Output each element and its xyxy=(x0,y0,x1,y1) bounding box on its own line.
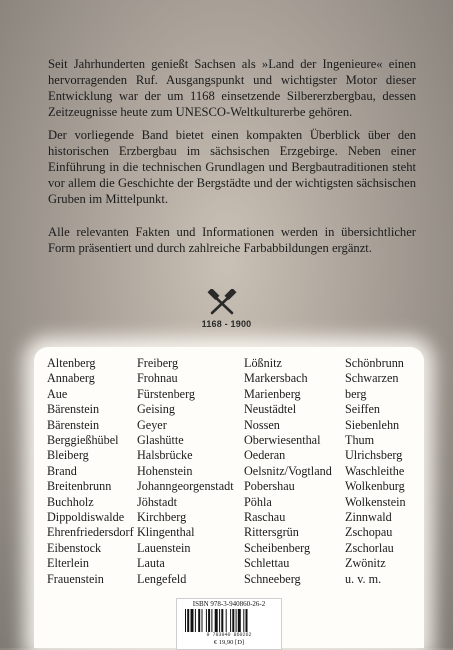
barcode-bar xyxy=(246,609,248,632)
place-name: Hohenstein xyxy=(137,463,193,478)
place-name: Oelsnitz/Vogtland xyxy=(244,463,332,478)
place-name: Frohnau xyxy=(137,371,178,386)
place-name: Schwarzen xyxy=(345,371,399,386)
barcode-bar xyxy=(219,609,220,632)
place-name: Schönbrunn xyxy=(345,356,404,370)
place-name: Breitenbrunn xyxy=(47,479,112,494)
place-name: Dippoldiswalde xyxy=(47,510,125,525)
place-name: Scheibenberg xyxy=(244,540,311,555)
blurb-paragraph-3: Alle relevanten Fakten und Informationen werden in übersichtlicher Form präsentiert und durch zahlreiche Farbabbildungen ergänzt. xyxy=(48,225,416,255)
price-text: € 19,90 [D] xyxy=(213,639,245,646)
place-name: Brand xyxy=(47,463,77,478)
barcode-bar xyxy=(206,609,207,632)
place-name: Freiberg xyxy=(137,356,179,370)
place-name: Berggießhübel xyxy=(47,433,119,448)
place-name: Oederan xyxy=(244,448,286,463)
place-name: Halsbrücke xyxy=(137,448,193,463)
barcode-bar xyxy=(226,609,227,632)
barcode-bar xyxy=(202,609,203,632)
place-name: Oberwiesenthal xyxy=(244,433,321,448)
place-name: berg xyxy=(345,386,367,401)
barcode-label xyxy=(176,598,282,650)
place-name: Rittersgrün xyxy=(244,525,299,540)
place-name: Schneeberg xyxy=(244,571,301,586)
place-name: Ehrenfriedersdorf xyxy=(47,525,134,540)
place-name: Frauenstein xyxy=(47,571,104,586)
place-name: Zschorlau xyxy=(345,540,394,555)
place-name: Zschopau xyxy=(345,525,393,540)
place-name: Siebenlehn xyxy=(345,417,400,432)
blurb-paragraph-1: Seit Jahrhunderten genießt Sachsen als »Land der Ingenieure« einen hervorragenden Ruf. Ausgangspunkt und wichtigster Motor dieser Entwicklung war der um 1168 einsetzende Silbererzbergbau, dessen Zeitzeugnisse heute zum UNESCO-Weltkulturerbe gehören. xyxy=(48,57,416,119)
barcode-digits: 9 783940 860262 xyxy=(206,632,252,638)
place-name: Bleiberg xyxy=(47,448,89,463)
place-column-3 xyxy=(244,356,332,587)
barcode-bar xyxy=(195,609,196,632)
place-name: Pobershau xyxy=(244,479,295,494)
barcode-bar xyxy=(191,609,194,632)
barcode-bar xyxy=(243,609,244,632)
place-name: Marienberg xyxy=(244,386,301,401)
place-name: Johanngeorgenstadt xyxy=(137,479,234,494)
place-name: Schlettau xyxy=(244,556,290,571)
place-name: Fürstenberg xyxy=(137,386,195,401)
place-name: Markersbach xyxy=(244,371,308,386)
place-name: Altenberg xyxy=(47,356,96,370)
place-name: Klingenthal xyxy=(137,525,195,540)
place-name: Nossen xyxy=(244,417,280,432)
place-name: Waschleithe xyxy=(345,463,405,478)
years-label: 1168 - 1900 xyxy=(201,319,252,329)
place-name: Zwönitz xyxy=(345,556,386,571)
place-name: Eibenstock xyxy=(47,540,102,555)
place-name: Kirchberg xyxy=(137,510,187,525)
place-column-2 xyxy=(137,356,234,587)
place-name: Geyer xyxy=(137,417,167,432)
place-name: Jöhstadt xyxy=(137,494,177,509)
barcode-icon xyxy=(185,609,273,632)
barcode-bar xyxy=(238,609,241,632)
barcode-bar xyxy=(211,609,212,632)
place-name: Lengefeld xyxy=(137,571,187,586)
place-name: Pöhla xyxy=(244,494,272,509)
barcode-bar xyxy=(198,609,200,632)
place-name: Seiffen xyxy=(345,402,380,417)
place-name: Zinnwald xyxy=(345,510,392,525)
barcode-bar xyxy=(230,609,231,632)
place-name: Neustädtel xyxy=(244,402,297,417)
place-name: Elterlein xyxy=(47,556,89,571)
place-name: Geising xyxy=(137,402,175,417)
place-column-4 xyxy=(345,356,406,587)
place-name: Annaberg xyxy=(47,371,95,386)
barcode-bar xyxy=(232,609,234,632)
barcode-bar xyxy=(215,609,218,632)
barcode-bar xyxy=(185,609,186,632)
place-name: Buchholz xyxy=(47,494,94,509)
barcode-bar xyxy=(187,609,189,632)
place-name: Ulrichsberg xyxy=(345,448,403,463)
place-name: Lößnitz xyxy=(244,356,282,370)
isbn-text: ISBN 978-3-940860-26-2 xyxy=(192,600,266,608)
place-name: Bärenstein xyxy=(47,402,100,417)
place-name: Lauenstein xyxy=(137,540,191,555)
place-name: Aue xyxy=(47,386,68,401)
place-name: Wolkenstein xyxy=(345,494,406,509)
barcode-bar xyxy=(208,609,210,632)
place-name: Raschau xyxy=(244,510,286,525)
hammer-and-pick-icon xyxy=(207,289,237,315)
place-name: Bärenstein xyxy=(47,417,100,432)
blurb-paragraph-2: Der vorliegende Band bietet einen kompakten Überblick über den historischen Erzbergbau im sächsischen Erzgebirge. Neben einer Einführung in die technischen Grundlagen und Bergbautraditionen steht vor allem die Geschichte der Bergstädte und der wichtigsten sächsischen Gruben im Mittelpunkt. xyxy=(48,128,416,206)
barcode-bar xyxy=(221,609,223,632)
place-name: Lauta xyxy=(137,556,165,571)
place-name: u. v. m. xyxy=(345,571,382,586)
place-name: Thum xyxy=(345,433,375,448)
barcode-bar xyxy=(236,609,237,632)
place-name: Glashütte xyxy=(137,433,184,448)
place-name: Wolkenburg xyxy=(345,479,405,494)
place-column-1 xyxy=(47,356,134,587)
